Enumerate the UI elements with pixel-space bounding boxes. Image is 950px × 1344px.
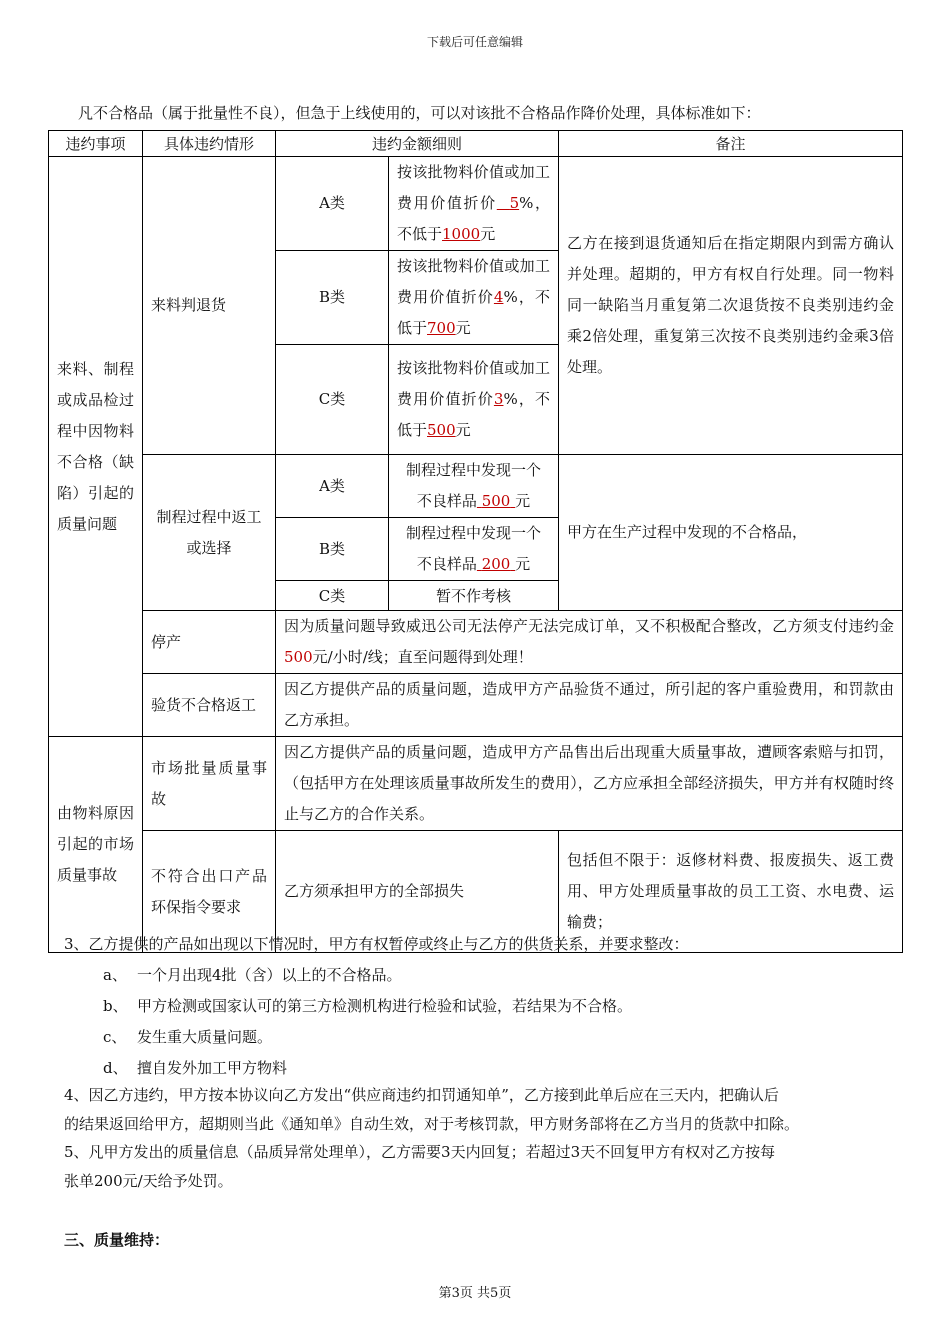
page-footer: 第3页 共5页	[438, 1286, 512, 1301]
clause-5-line-2: 张单200元/天给予处罚。	[64, 1172, 233, 1190]
rework-detail-c: 暂不作考核	[389, 581, 559, 611]
header-cell: 备注	[559, 131, 903, 157]
intro-paragraph: 凡不合格品（属于批量性不良），但急于上线使用的，可以对该批不合格品作降价处理，具体标准如下：	[78, 104, 761, 122]
table-row	[49, 455, 903, 518]
case-market-batch: 市场批量质量事故	[143, 737, 276, 831]
clause-4-line-1: 4、因乙方违约，甲方按本协议向乙方发出“供应商违约扣罚通知单”，乙方接到此单后应在三天内，把确认后	[64, 1086, 779, 1104]
violation-item-1: 来料、制程或成品检过程中因物料不合格（缺陷）引起的质量问题	[49, 157, 143, 737]
rework-detail-a: 制程过程中发现一个 不良样品 500 元	[389, 455, 559, 518]
market-batch-detail: 因乙方提供产品的质量问题，造成甲方产品售出后出现重大质量事故，遭顾客索赔与扣罚，（包括甲方在处理该质量事故所发生的费用），乙方应承担全部经济损失，甲方并有权随时终止与乙方的合作关系。	[276, 737, 903, 831]
clause-4-line-2: 的结果返回给甲方，超期则当此《通知单》自动生效，对于考核罚款，甲方财务部将在乙方当月的货款中扣除。	[64, 1115, 800, 1133]
header-cell: 违约事项	[49, 131, 143, 157]
remark-export-env: 包括但不限于：返修材料费、报废损失、返工费用、甲方处理质量事故的员工工资、水电费、运输费；	[559, 831, 903, 953]
header-note: 下载后可任意编辑	[426, 35, 523, 49]
case-inspection-fail: 验货不合格返工	[143, 674, 276, 737]
amount-detail-c: 按该批物料价值或加工费用价值折价3%，不低于500元	[389, 345, 559, 455]
remark-process-rework: 甲方在生产过程中发现的不合格品，	[559, 455, 903, 611]
clause-3-item-d: d、 擅自发外加工甲方物料	[103, 1059, 288, 1077]
case-stop-production: 停产	[143, 611, 276, 674]
case-export-env: 不符合出口产品环保指令要求	[143, 831, 276, 953]
inspection-fail-detail: 因乙方提供产品的质量问题，造成甲方产品验货不通过，所引起的客户重验费用，和罚款由乙方承担。	[276, 674, 903, 737]
penalty-table	[48, 130, 903, 953]
header-cell: 具体违约情形	[143, 131, 276, 157]
class-c: C类	[276, 345, 389, 455]
clause-3-item-c: c、 发生重大质量问题。	[103, 1028, 273, 1046]
amount-detail-b: 按该批物料价值或加工费用价值折价4%，不低于700元	[389, 251, 559, 345]
section-3-heading: 三、质量维持：	[64, 1231, 170, 1249]
table-row	[49, 157, 903, 251]
clause-3-title: 3、乙方提供的产品如出现以下情况时，甲方有权暂停或终止与乙方的供货关系，并要求整改：	[64, 935, 689, 953]
clause-3-item-b: b、 甲方检测或国家认可的第三方检测机构进行检验和试验，若结果为不合格。	[103, 997, 633, 1015]
clause-3-item-a: a、 一个月出现4批（含）以上的不合格品。	[103, 966, 402, 984]
class-b: B类	[276, 251, 389, 345]
class-a: A类	[276, 455, 389, 518]
table-row	[49, 674, 903, 737]
class-c: C类	[276, 581, 389, 611]
table-header-row	[49, 131, 903, 157]
class-b: B类	[276, 518, 389, 581]
table-row	[49, 611, 903, 674]
header-cell: 违约金额细则	[276, 131, 559, 157]
rework-detail-b: 制程过程中发现一个 不良样品 200 元	[389, 518, 559, 581]
class-a: A类	[276, 157, 389, 251]
amount-detail-a: 按该批物料价值或加工费用价值折价 5%，不低于1000元	[389, 157, 559, 251]
remark-return-goods: 乙方在接到退货通知后在指定期限内到需方确认并处理。超期的，甲方有权自行处理。同一物料同一缺陷当月重复第二次退货按不良类别违约金乘2倍处理，重复第三次按不良类别违约金乘3倍处理。	[559, 157, 903, 455]
clause-5-line-1: 5、凡甲方发出的质量信息（品质异常处理单），乙方需要3天内回复；若超过3天不回复甲方有权对乙方按每	[64, 1143, 776, 1161]
export-env-detail: 乙方须承担甲方的全部损失	[276, 831, 559, 953]
violation-item-2: 由物料原因引起的市场质量事故	[49, 737, 143, 953]
table-row	[49, 737, 903, 831]
stop-production-detail: 因为质量问题导致威迅公司无法停产无法完成订单，又不积极配合整改，乙方须支付违约金500元/小时/线；直至问题得到处理！	[276, 611, 903, 674]
case-process-rework: 制程过程中返工或选择	[143, 455, 276, 611]
case-return-goods: 来料判退货	[143, 157, 276, 455]
